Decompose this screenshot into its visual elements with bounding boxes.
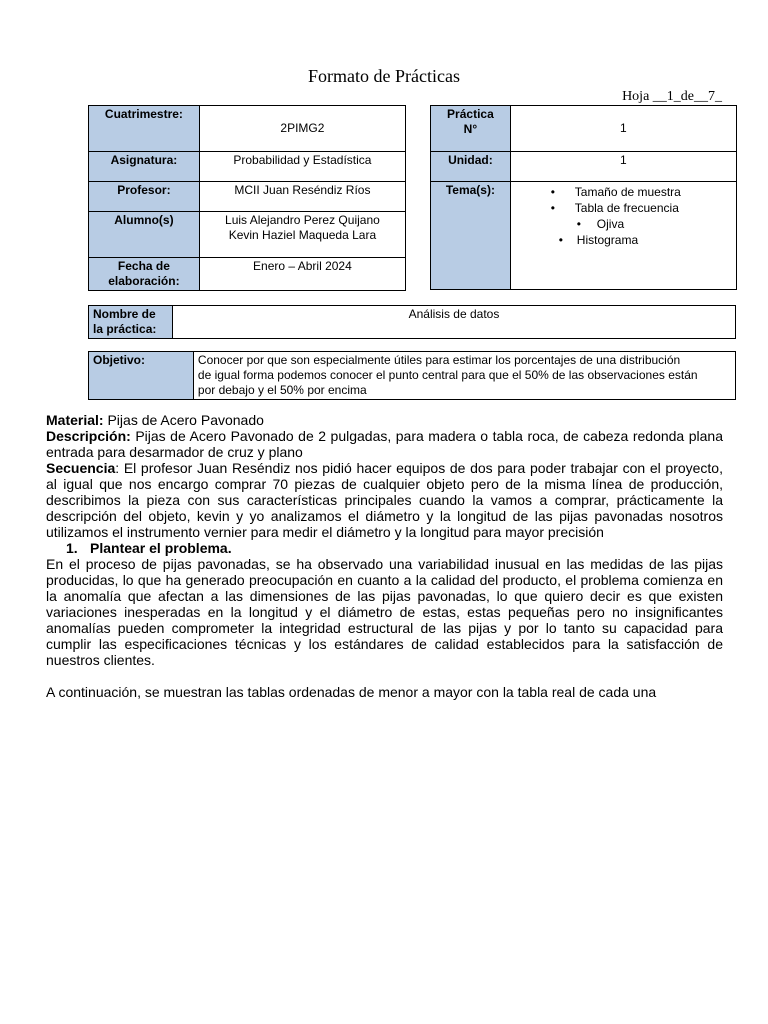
descripcion-text: Pijas de Acero Pavonado de 2 pulgadas, para madera o tabla roca, de cabeza redonda plana entrada para desarmador de cruz y plano: [46, 428, 723, 460]
secuencia-label: Secuencia: [46, 460, 116, 476]
temas-list-cell: [510, 182, 736, 290]
practica-value: 1: [510, 106, 736, 152]
cuatrimestre-value: 2PIMG2: [199, 106, 405, 152]
fecha-label: [89, 258, 200, 291]
material-text: Pijas de Acero Pavonado: [103, 412, 264, 428]
asignatura-value: Probabilidad y Estadística: [199, 152, 405, 182]
tema-item: • Ojiva: [515, 216, 732, 232]
fecha-value: Enero – Abril 2024: [199, 258, 405, 291]
alumno-2: Kevin Haziel Maqueda Lara: [228, 228, 377, 242]
nombre-label: [89, 306, 173, 339]
alumnos-label: Alumno(s): [89, 212, 200, 258]
temas-label: Tema(s):: [431, 182, 511, 290]
tema-item: • Tabla de frecuencia: [515, 200, 732, 216]
tema-item: • Tamaño de muestra: [515, 184, 732, 200]
material-label: Material:: [46, 412, 104, 428]
secuencia-text: : El profesor Juan Reséndiz nos pidió hacer equipos de dos para poder trabajar con el proyecto, al igual que nos encargo comprar 70 piezas de cualquier objeto pero de la misma línea de producción, describimos la pieza con sus características principales cuando la vamos a comprar, prácticamente la descripción del objeto, kevin y yo analizamos el diámetro y la longitud de las pijas pavonadas nosotros utilizamos el instrumento vernier para medir el diámetro y la longitud para mayor precisión: [46, 460, 723, 540]
objetivo-line-2: de igual forma podemos conocer el punto central para que el 50% de las observaciones están: [197, 368, 698, 382]
unidad-label: Unidad:: [431, 152, 511, 182]
temas-list: [515, 183, 732, 248]
info-table-left: [88, 105, 406, 291]
objetivo-value: [193, 352, 735, 400]
nombre-practica-table: [88, 305, 736, 339]
nombre-value: Análisis de datos: [172, 306, 735, 339]
practica-label-line-2: N°: [463, 122, 478, 136]
step-number: 1.: [66, 540, 78, 556]
material-paragraph: [46, 412, 723, 428]
descripcion-paragraph: [46, 428, 723, 460]
descripcion-label: Descripción:: [46, 428, 131, 444]
objetivo-label: Objetivo:: [89, 352, 194, 400]
document-body: [46, 412, 723, 700]
asignatura-label: Asignatura:: [89, 152, 200, 182]
profesor-value: MCII Juan Reséndiz Ríos: [199, 182, 405, 212]
sheet-number: Hoja __1_de__7_: [622, 89, 722, 104]
fecha-label-line-1: Fecha de: [117, 259, 170, 273]
unidad-value: 1: [510, 152, 736, 182]
step-paragraph: En el proceso de pijas pavonadas, se ha observado una variabilidad inusual en las medidas de las pijas producidas, lo que ha generado preocupación en cuanto a la calidad del producto, el problema comienza en la anomalía que afectan a las dimensiones de las pijas pavonadas, lo que quiero decir es que existen variaciones inesperadas en la longitud y el diámetro de estas, estas pequeñas pero no insignificantes anomalías pueden comprometer la integridad estructural de las pijas y por lo tanto su capacidad para cumplir las especificaciones técnicas y los estándares de calidad establecidos para la satisfacción de nuestros clientes.: [46, 556, 723, 668]
fecha-label-line-2: elaboración:: [108, 274, 180, 288]
alumno-1: Luis Alejandro Perez Quijano: [225, 213, 380, 227]
step-title: Plantear el problema.: [90, 540, 232, 556]
continuation-paragraph: A continuación, se muestran las tablas ordenadas de menor a mayor con la tabla real de cada una: [46, 684, 657, 700]
nombre-label-line-1: Nombre de: [93, 307, 156, 321]
objetivo-table: [88, 351, 736, 400]
objetivo-line-3: por debajo y el 50% por encima: [197, 383, 367, 397]
tema-item: • Histograma: [515, 232, 732, 248]
step-1: [66, 540, 723, 556]
info-table-right: [430, 105, 737, 290]
practica-label: [431, 106, 511, 152]
cuatrimestre-label: Cuatrimestre:: [89, 106, 200, 152]
profesor-label: Profesor:: [89, 182, 200, 212]
objetivo-line-1: Conocer por que son especialmente útiles para estimar los porcentajes de una distribución: [197, 353, 681, 367]
alumnos-value: [199, 212, 405, 258]
page-title: Formato de Prácticas: [308, 66, 460, 86]
nombre-label-line-2: la práctica:: [93, 322, 157, 336]
secuencia-paragraph: [46, 460, 723, 540]
practica-label-line-1: Práctica: [447, 107, 494, 121]
